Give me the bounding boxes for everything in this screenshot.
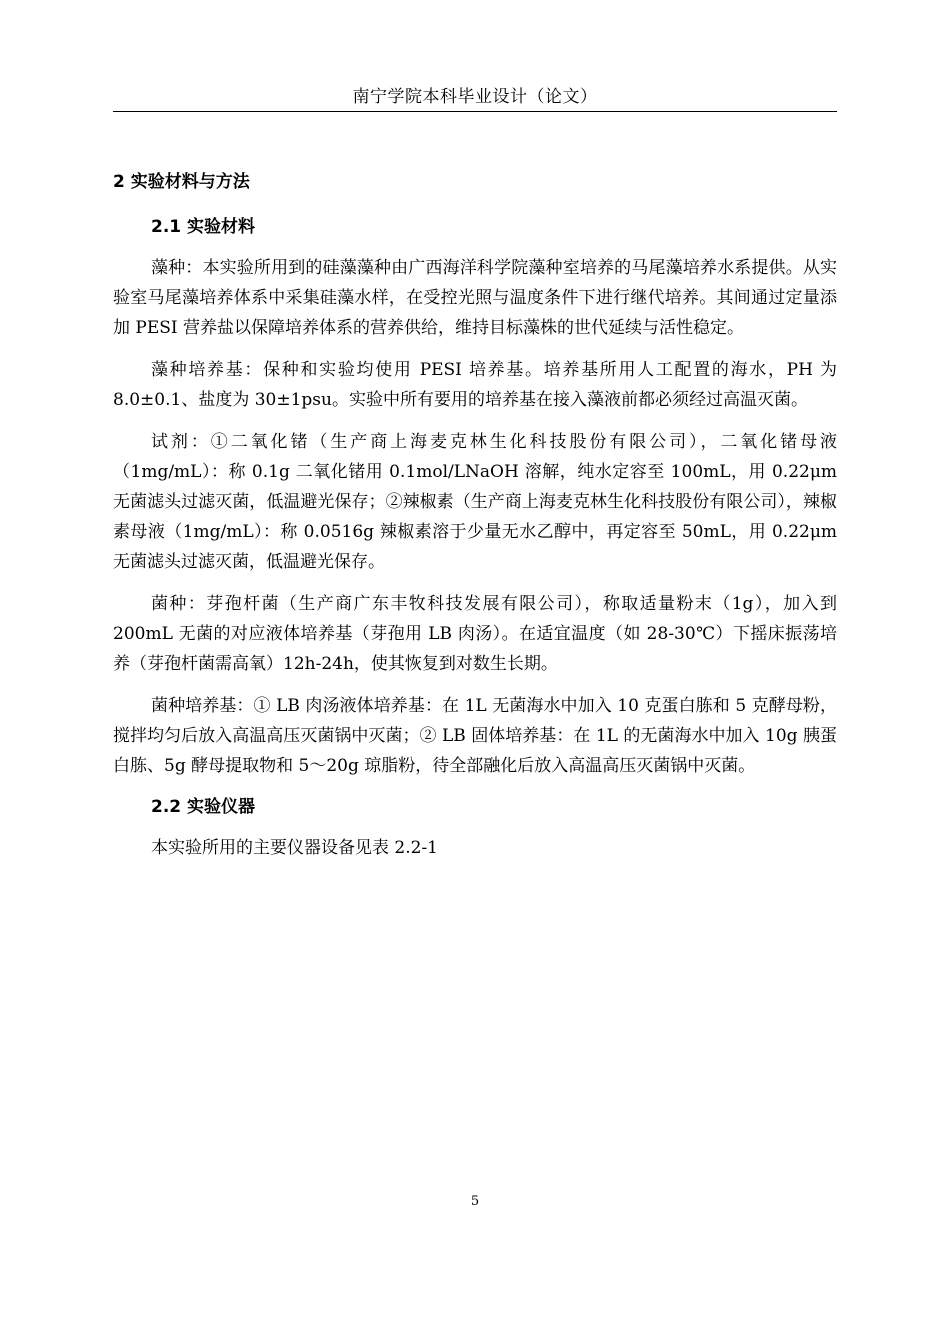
paragraph-bacteria-medium: 菌种培养基：① LB 肉汤液体培养基：在 1L 无菌海水中加入 10 克蛋白胨和 5 克酵母粉，搅拌均匀后放入高温高压灭菌锅中灭菌；② LB 固体培养基：在 1L 的无菌海水中加入 10g 胰蛋白胨、5g 酵母提取物和 5～20g 琼脂粉，待全部融化后放入高温高压灭菌锅中灭菌。 xyxy=(113,696,837,776)
subsection-heading-instruments: 2.2 实验仪器 xyxy=(151,797,256,817)
running-header: 南宁学院本科毕业设计（论文） xyxy=(352,87,598,107)
subsection-heading-materials: 2.1 实验材料 xyxy=(151,217,256,237)
paragraph-algae-strain: 藻种：本实验所用到的硅藻藻种由广西海洋科学院藻种室培养的马尾藻培养水系提供。从实验室马尾藻培养体系中采集硅藻水样，在受控光照与温度条件下进行继代培养。其间通过定量添加 PESI 营养盐以保障培养体系的营养供给，维持目标藻株的世代延续与活性稳定。 xyxy=(113,258,837,338)
paragraph-instruments: 本实验所用的主要仪器设备见表 2.2-1 xyxy=(151,838,438,858)
paragraph-algae-medium: 藻种培养基：保种和实验均使用 PESI 培养基。培养基所用人工配置的海水，PH 为 8.0±0.1、盐度为 30±1psu。实验中所有要用的培养基在接入藻液前都必须经过高温灭菌。 xyxy=(113,360,837,410)
header-rule xyxy=(113,111,837,112)
page-content xyxy=(113,168,837,875)
paragraph-reagents: 试剂：①二氧化锗（生产商上海麦克林生化科技股份有限公司），二氧化锗母液（1mg/mL）：称 0.1g 二氧化锗用 0.1mol/LNaOH 溶解，纯水定容至 100mL，用 0.22μm 无菌滤头过滤灭菌，低温避光保存；②辣椒素（生产商上海麦克林生化科技股份有限公司），辣椒素母液（1mg/mL）：称 0.0516g 辣椒素溶于少量无水乙醇中，再定容至 50mL，用 0.22μm 无菌滤头过滤灭菌，低温避光保存。 xyxy=(113,432,837,572)
section-heading: 2 实验材料与方法 xyxy=(113,172,250,192)
paragraph-bacteria-strain: 菌种：芽孢杆菌（生产商广东丰牧科技发展有限公司），称取适量粉末（1g），加入到 200mL 无菌的对应液体培养基（芽孢用 LB 肉汤）。在适宜温度（如 28-30℃）下摇床振荡培养（芽孢杆菌需高氧）12h-24h，使其恢复到对数生长期。 xyxy=(113,594,837,674)
page-number: 5 xyxy=(470,1194,480,1209)
